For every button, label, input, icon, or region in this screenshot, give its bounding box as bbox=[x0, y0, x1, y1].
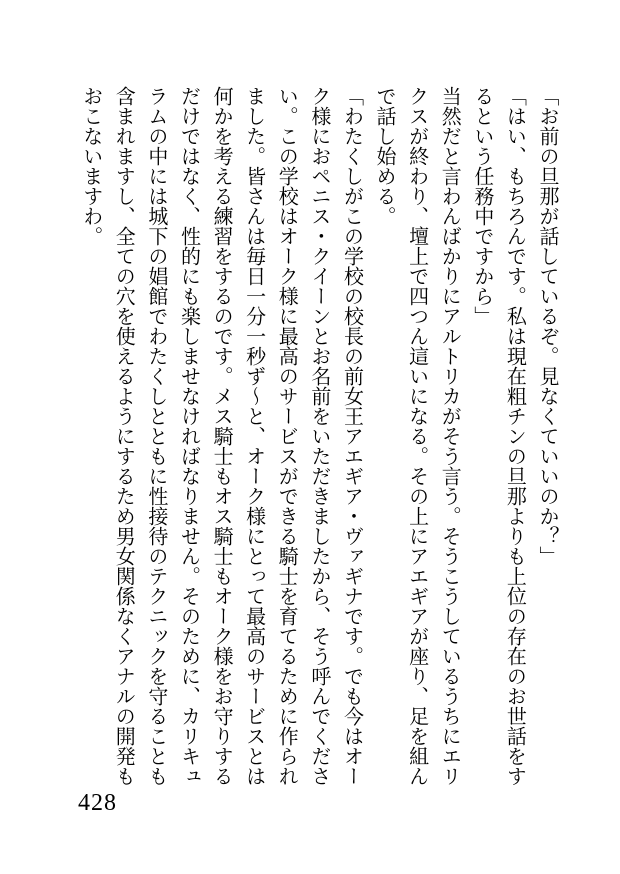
body-text bbox=[75, 86, 564, 788]
text-line: 何かを考える練習をするのです。メス騎士もオス騎士もオーク様をお守りする bbox=[210, 86, 235, 786]
text-line: 含まれますし、全ての穴を使えるようにするため男女関係なくアナルの開発も bbox=[112, 86, 137, 786]
page-number: 428 bbox=[78, 790, 117, 816]
text-line: るという任務中ですから」 bbox=[470, 86, 495, 326]
text-line: ラムの中には城下の娼館でわたくしとともに性接待のテクニックを守ることも bbox=[144, 86, 169, 786]
text-line: ました。皆さんは毎日一分一秒ず〜と、オーク様にとって最高のサービスとは bbox=[242, 86, 267, 786]
text-line: 「お前の旦那が話しているぞ。見なくていいのか？」 bbox=[536, 86, 560, 566]
text-line: 当然だと言わんばかりにアルトリカがそう言う。そうこうしているうちにエリ bbox=[438, 86, 463, 786]
text-line: クスが終わり、壇上で四つん這いになる。その上にアエギアが座り、足を組ん bbox=[405, 86, 430, 786]
text-line: い。この学校はオーク様に最高のサービスができる騎士を育てるために作られ bbox=[275, 86, 300, 786]
text-line: で話し始める。 bbox=[373, 86, 398, 226]
text-line: だけではなく、性的にも楽しませなければなりません。そのために、カリキュ bbox=[177, 86, 202, 786]
text-line: 「はい、もちろんです。私は現在粗チンの旦那よりも上位の存在のお世話をす bbox=[503, 86, 528, 786]
text-line: ク様におペニス・クイーンとお名前をいただきましたから、そう呼んでくださ bbox=[307, 86, 332, 786]
text-line: おこないますわ。 bbox=[79, 86, 104, 246]
text-line: 「わたくしがこの学校の校長の前女王アエギア・ヴァギナです。でも今はオー bbox=[340, 86, 365, 786]
